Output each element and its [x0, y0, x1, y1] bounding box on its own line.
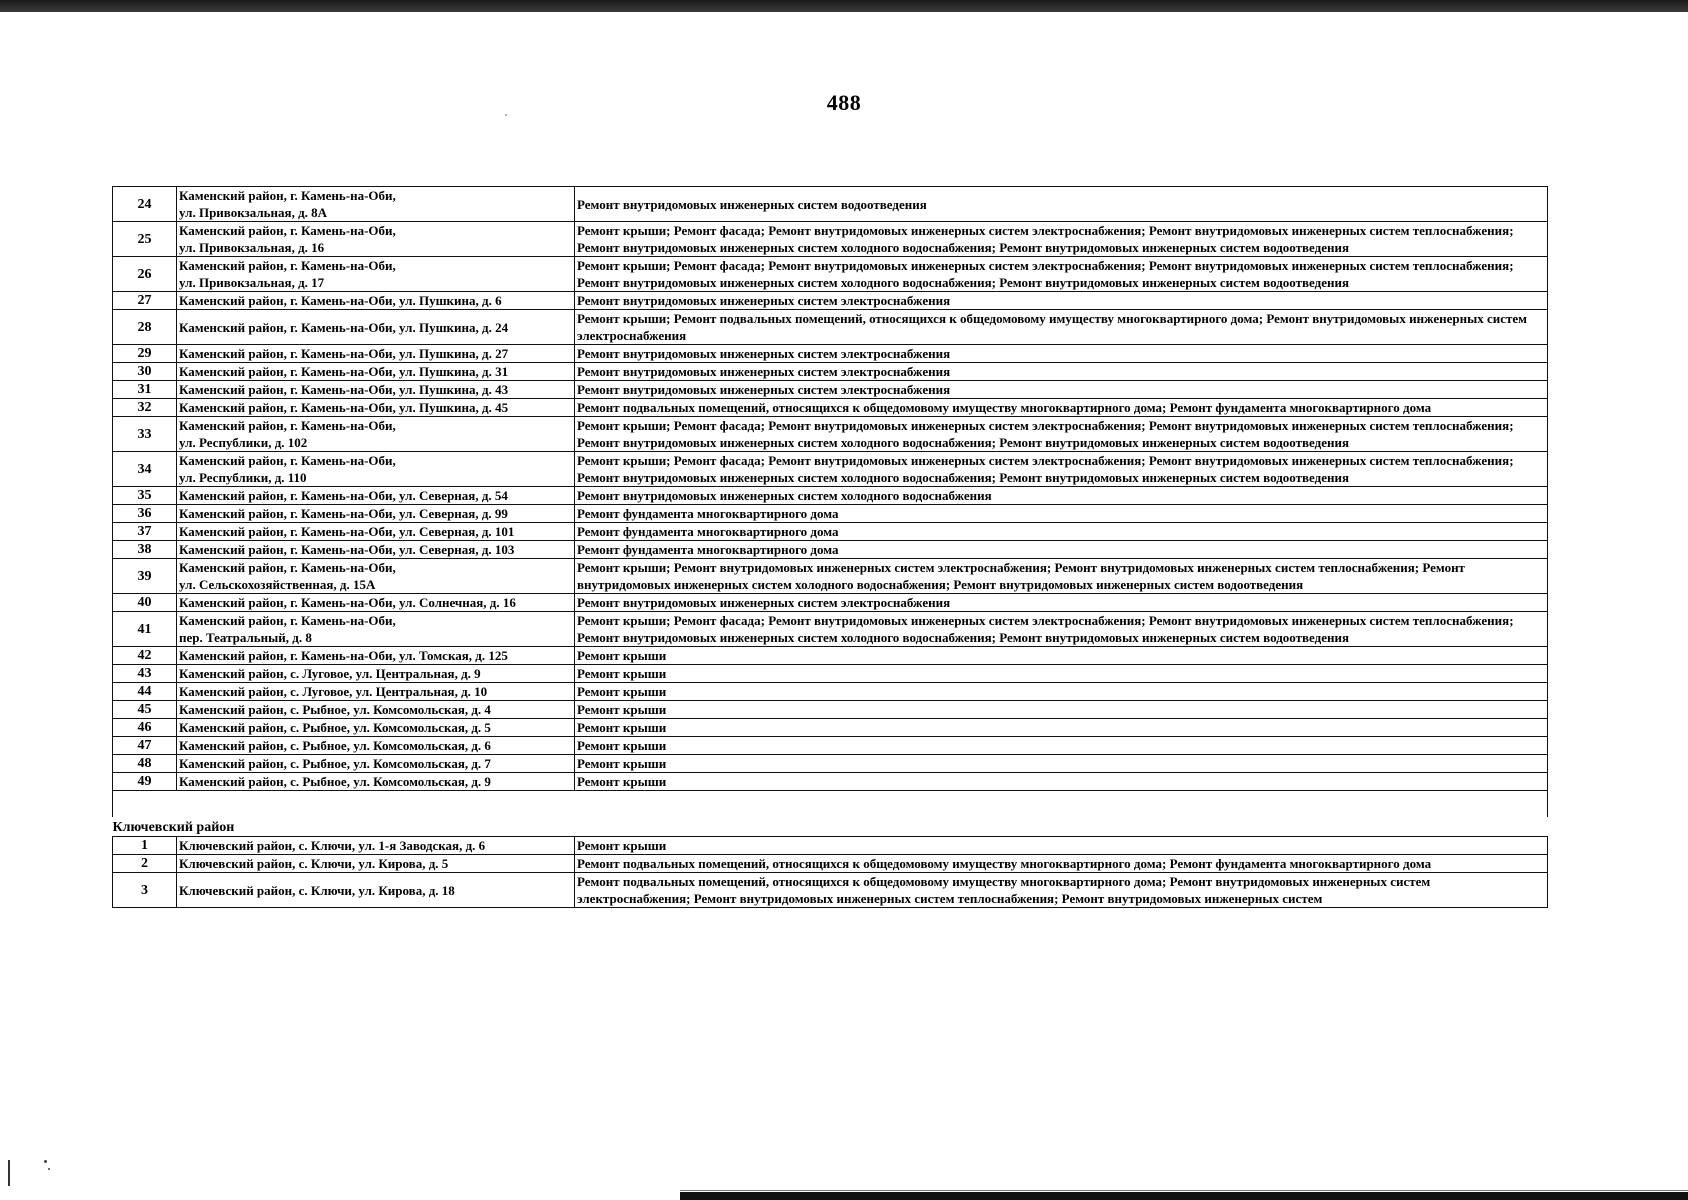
table-row	[113, 701, 1548, 719]
scan-margin-mark	[8, 1160, 10, 1186]
row-address: Ключевский район, с. Ключи, ул. Кирова, д. 18	[177, 873, 575, 908]
row-address: Каменский район, г. Камень-на-Оби, ул. Северная, д. 54	[177, 487, 575, 505]
row-address: Каменский район, с. Рыбное, ул. Комсомольская, д. 6	[177, 737, 575, 755]
row-number: 1	[113, 837, 177, 855]
table-row	[113, 222, 1548, 257]
row-number: 3	[113, 873, 177, 908]
row-number: 44	[113, 683, 177, 701]
table-row	[113, 505, 1548, 523]
row-address: Каменский район, г. Камень-на-Оби, ул. Северная, д. 101	[177, 523, 575, 541]
table-row	[113, 417, 1548, 452]
row-number: 28	[113, 310, 177, 345]
table-row	[113, 755, 1548, 773]
row-work: Ремонт крыши	[575, 719, 1548, 737]
row-number: 36	[113, 505, 177, 523]
row-work: Ремонт внутридомовых инженерных систем электроснабжения	[575, 594, 1548, 612]
row-work: Ремонт внутридомовых инженерных систем электроснабжения	[575, 292, 1548, 310]
row-work: Ремонт подвальных помещений, относящихся к общедомовому имуществу многоквартирного дома; Ремонт фундамента многоквартирного дома	[575, 855, 1548, 873]
table-row	[113, 541, 1548, 559]
row-number: 27	[113, 292, 177, 310]
row-work: Ремонт крыши	[575, 737, 1548, 755]
table-row	[113, 837, 1548, 855]
row-number: 47	[113, 737, 177, 755]
table-body-kamen	[113, 187, 1548, 791]
row-number: 41	[113, 612, 177, 647]
row-address: Каменский район, г. Камень-на-Оби, ул. Пушкина, д. 45	[177, 399, 575, 417]
row-number: 30	[113, 363, 177, 381]
row-number: 2	[113, 855, 177, 873]
row-work: Ремонт фундамента многоквартирного дома	[575, 523, 1548, 541]
table-row	[113, 873, 1548, 908]
section-heading: Ключевский район	[113, 817, 1548, 837]
row-work: Ремонт крыши; Ремонт подвальных помещений, относящихся к общедомовому имуществу многоквартирного дома; Ремонт внутридомовых инженерных систем электроснабжения	[575, 310, 1548, 345]
row-number: 46	[113, 719, 177, 737]
table-section-spacer	[113, 791, 1548, 837]
table-row	[113, 363, 1548, 381]
scan-speck	[44, 1160, 47, 1163]
row-address: Каменский район, г. Камень-на-Оби, ул. Пушкина, д. 24	[177, 310, 575, 345]
row-number: 33	[113, 417, 177, 452]
row-address: Каменский район, г. Камень-на-Оби, ул. Северная, д. 103	[177, 541, 575, 559]
row-address: Каменский район, г. Камень-на-Оби, ул. Привокзальная, д. 17	[177, 257, 575, 292]
row-work: Ремонт крыши; Ремонт фасада; Ремонт внутридомовых инженерных систем электроснабжения; Ремонт внутридомовых инженерных систем теплоснабжения; Ремонт внутридомовых инженерных систем холодного водоснабжения; Ремонт внутридомовых инженерных систем водоотведения	[575, 612, 1548, 647]
section-heading-row	[113, 817, 1548, 837]
row-number: 42	[113, 647, 177, 665]
table-row	[113, 773, 1548, 791]
row-number: 29	[113, 345, 177, 363]
table-row	[113, 452, 1548, 487]
row-work: Ремонт подвальных помещений, относящихся к общедомовому имуществу многоквартирного дома; Ремонт внутридомовых инженерных систем электроснабжения; Ремонт внутридомовых инженерных систем теплоснабжения; Ремонт внутридомовых инженерных систем	[575, 873, 1548, 908]
row-address: Каменский район, г. Камень-на-Оби, ул. Пушкина, д. 43	[177, 381, 575, 399]
row-number: 31	[113, 381, 177, 399]
row-address: Ключевский район, с. Ключи, ул. Кирова, д. 5	[177, 855, 575, 873]
row-address: Каменский район, с. Рыбное, ул. Комсомольская, д. 7	[177, 755, 575, 773]
row-work: Ремонт крыши; Ремонт фасада; Ремонт внутридомовых инженерных систем электроснабжения; Ремонт внутридомовых инженерных систем теплоснабжения; Ремонт внутридомовых инженерных систем холодного водоснабжения; Ремонт внутридомовых инженерных систем водоотведения	[575, 452, 1548, 487]
row-address: Каменский район, с. Рыбное, ул. Комсомольская, д. 5	[177, 719, 575, 737]
row-address: Каменский район, г. Камень-на-Оби, ул. Северная, д. 99	[177, 505, 575, 523]
row-address: Каменский район, г. Камень-на-Оби, ул. Сельскохозяйственная, д. 15А	[177, 559, 575, 594]
row-work: Ремонт крыши	[575, 701, 1548, 719]
row-address: Каменский район, г. Камень-на-Оби, ул. Привокзальная, д. 8А	[177, 187, 575, 222]
row-work: Ремонт крыши; Ремонт фасада; Ремонт внутридомовых инженерных систем электроснабжения; Ремонт внутридомовых инженерных систем теплоснабжения; Ремонт внутридомовых инженерных систем холодного водоснабжения; Ремонт внутридомовых инженерных систем водоотведения	[575, 417, 1548, 452]
table-row	[113, 855, 1548, 873]
row-work: Ремонт крыши; Ремонт фасада; Ремонт внутридомовых инженерных систем электроснабжения; Ремонт внутридомовых инженерных систем теплоснабжения; Ремонт внутридомовых инженерных систем холодного водоснабжения; Ремонт внутридомовых инженерных систем водоотведения	[575, 222, 1548, 257]
row-work: Ремонт крыши	[575, 837, 1548, 855]
row-work: Ремонт внутридомовых инженерных систем электроснабжения	[575, 345, 1548, 363]
table-row	[113, 737, 1548, 755]
table-row	[113, 647, 1548, 665]
table-row	[113, 594, 1548, 612]
row-address: Каменский район, г. Камень-на-Оби, ул. Пушкина, д. 27	[177, 345, 575, 363]
scan-line-bottom	[680, 1190, 1688, 1191]
table-row	[113, 257, 1548, 292]
row-number: 24	[113, 187, 177, 222]
row-number: 38	[113, 541, 177, 559]
row-work: Ремонт подвальных помещений, относящихся к общедомовому имуществу многоквартирного дома; Ремонт фундамента многоквартирного дома	[575, 399, 1548, 417]
row-work: Ремонт крыши	[575, 665, 1548, 683]
table-row	[113, 719, 1548, 737]
row-address: Каменский район, г. Камень-на-Оби, ул. Республики, д. 110	[177, 452, 575, 487]
row-work: Ремонт крыши	[575, 647, 1548, 665]
row-number: 26	[113, 257, 177, 292]
table-row	[113, 292, 1548, 310]
row-work: Ремонт внутридомовых инженерных систем водоотведения	[575, 187, 1548, 222]
row-address: Каменский район, г. Камень-на-Оби, ул. Привокзальная, д. 16	[177, 222, 575, 257]
scan-border-top	[0, 0, 1688, 12]
row-number: 45	[113, 701, 177, 719]
row-address: Каменский район, г. Камень-на-Оби, ул. Пушкина, д. 31	[177, 363, 575, 381]
row-address: Каменский район, с. Рыбное, ул. Комсомольская, д. 9	[177, 773, 575, 791]
row-address: Каменский район, г. Камень-на-Оби, ул. Солнечная, д. 16	[177, 594, 575, 612]
row-number: 34	[113, 452, 177, 487]
row-work: Ремонт фундамента многоквартирного дома	[575, 541, 1548, 559]
row-number: 48	[113, 755, 177, 773]
row-number: 37	[113, 523, 177, 541]
row-work: Ремонт крыши	[575, 683, 1548, 701]
row-number: 40	[113, 594, 177, 612]
row-address: Каменский район, г. Камень-на-Оби, ул. Республики, д. 102	[177, 417, 575, 452]
row-number: 43	[113, 665, 177, 683]
table-row	[113, 665, 1548, 683]
row-number: 35	[113, 487, 177, 505]
row-work: Ремонт внутридомовых инженерных систем электроснабжения	[575, 381, 1548, 399]
table-row	[113, 559, 1548, 594]
row-address: Каменский район, с. Луговое, ул. Центральная, д. 10	[177, 683, 575, 701]
row-number: 25	[113, 222, 177, 257]
row-address: Каменский район, с. Рыбное, ул. Комсомольская, д. 4	[177, 701, 575, 719]
scan-speck	[48, 1168, 50, 1170]
table-row	[113, 683, 1548, 701]
table-row	[113, 345, 1548, 363]
scan-border-bottom	[680, 1192, 1688, 1200]
row-work: Ремонт крыши	[575, 755, 1548, 773]
table-row	[113, 381, 1548, 399]
row-work: Ремонт внутридомовых инженерных систем электроснабжения	[575, 363, 1548, 381]
row-work: Ремонт крыши	[575, 773, 1548, 791]
row-address: Каменский район, г. Камень-на-Оби, ул. Пушкина, д. 6	[177, 292, 575, 310]
spacer-row	[113, 791, 1548, 818]
row-address: Каменский район, г. Камень-на-Оби, ул. Томская, д. 125	[177, 647, 575, 665]
row-work: Ремонт фундамента многоквартирного дома	[575, 505, 1548, 523]
row-work: Ремонт внутридомовых инженерных систем холодного водоснабжения	[575, 487, 1548, 505]
table-row	[113, 487, 1548, 505]
row-work: Ремонт крыши; Ремонт внутридомовых инженерных систем электроснабжения; Ремонт внутридомовых инженерных систем теплоснабжения; Ремонт внутридомовых инженерных систем холодного водоснабжения; Ремонт внутридомовых инженерных систем водоотведения	[575, 559, 1548, 594]
table-body-kluchi	[113, 837, 1548, 908]
table-row	[113, 612, 1548, 647]
row-number: 49	[113, 773, 177, 791]
row-address: Каменский район, г. Камень-на-Оби, пер. Театральный, д. 8	[177, 612, 575, 647]
repair-table	[112, 186, 1548, 908]
table-row	[113, 187, 1548, 222]
row-address: Каменский район, с. Луговое, ул. Центральная, д. 9	[177, 665, 575, 683]
table-row	[113, 310, 1548, 345]
table-row	[113, 399, 1548, 417]
row-number: 39	[113, 559, 177, 594]
row-address: Ключевский район, с. Ключи, ул. 1-я Заводская, д. 6	[177, 837, 575, 855]
row-number: 32	[113, 399, 177, 417]
table-row	[113, 523, 1548, 541]
row-work: Ремонт крыши; Ремонт фасада; Ремонт внутридомовых инженерных систем электроснабжения; Ремонт внутридомовых инженерных систем теплоснабжения; Ремонт внутридомовых инженерных систем холодного водоснабжения; Ремонт внутридомовых инженерных систем водоотведения	[575, 257, 1548, 292]
page-number: 488	[826, 90, 862, 115]
